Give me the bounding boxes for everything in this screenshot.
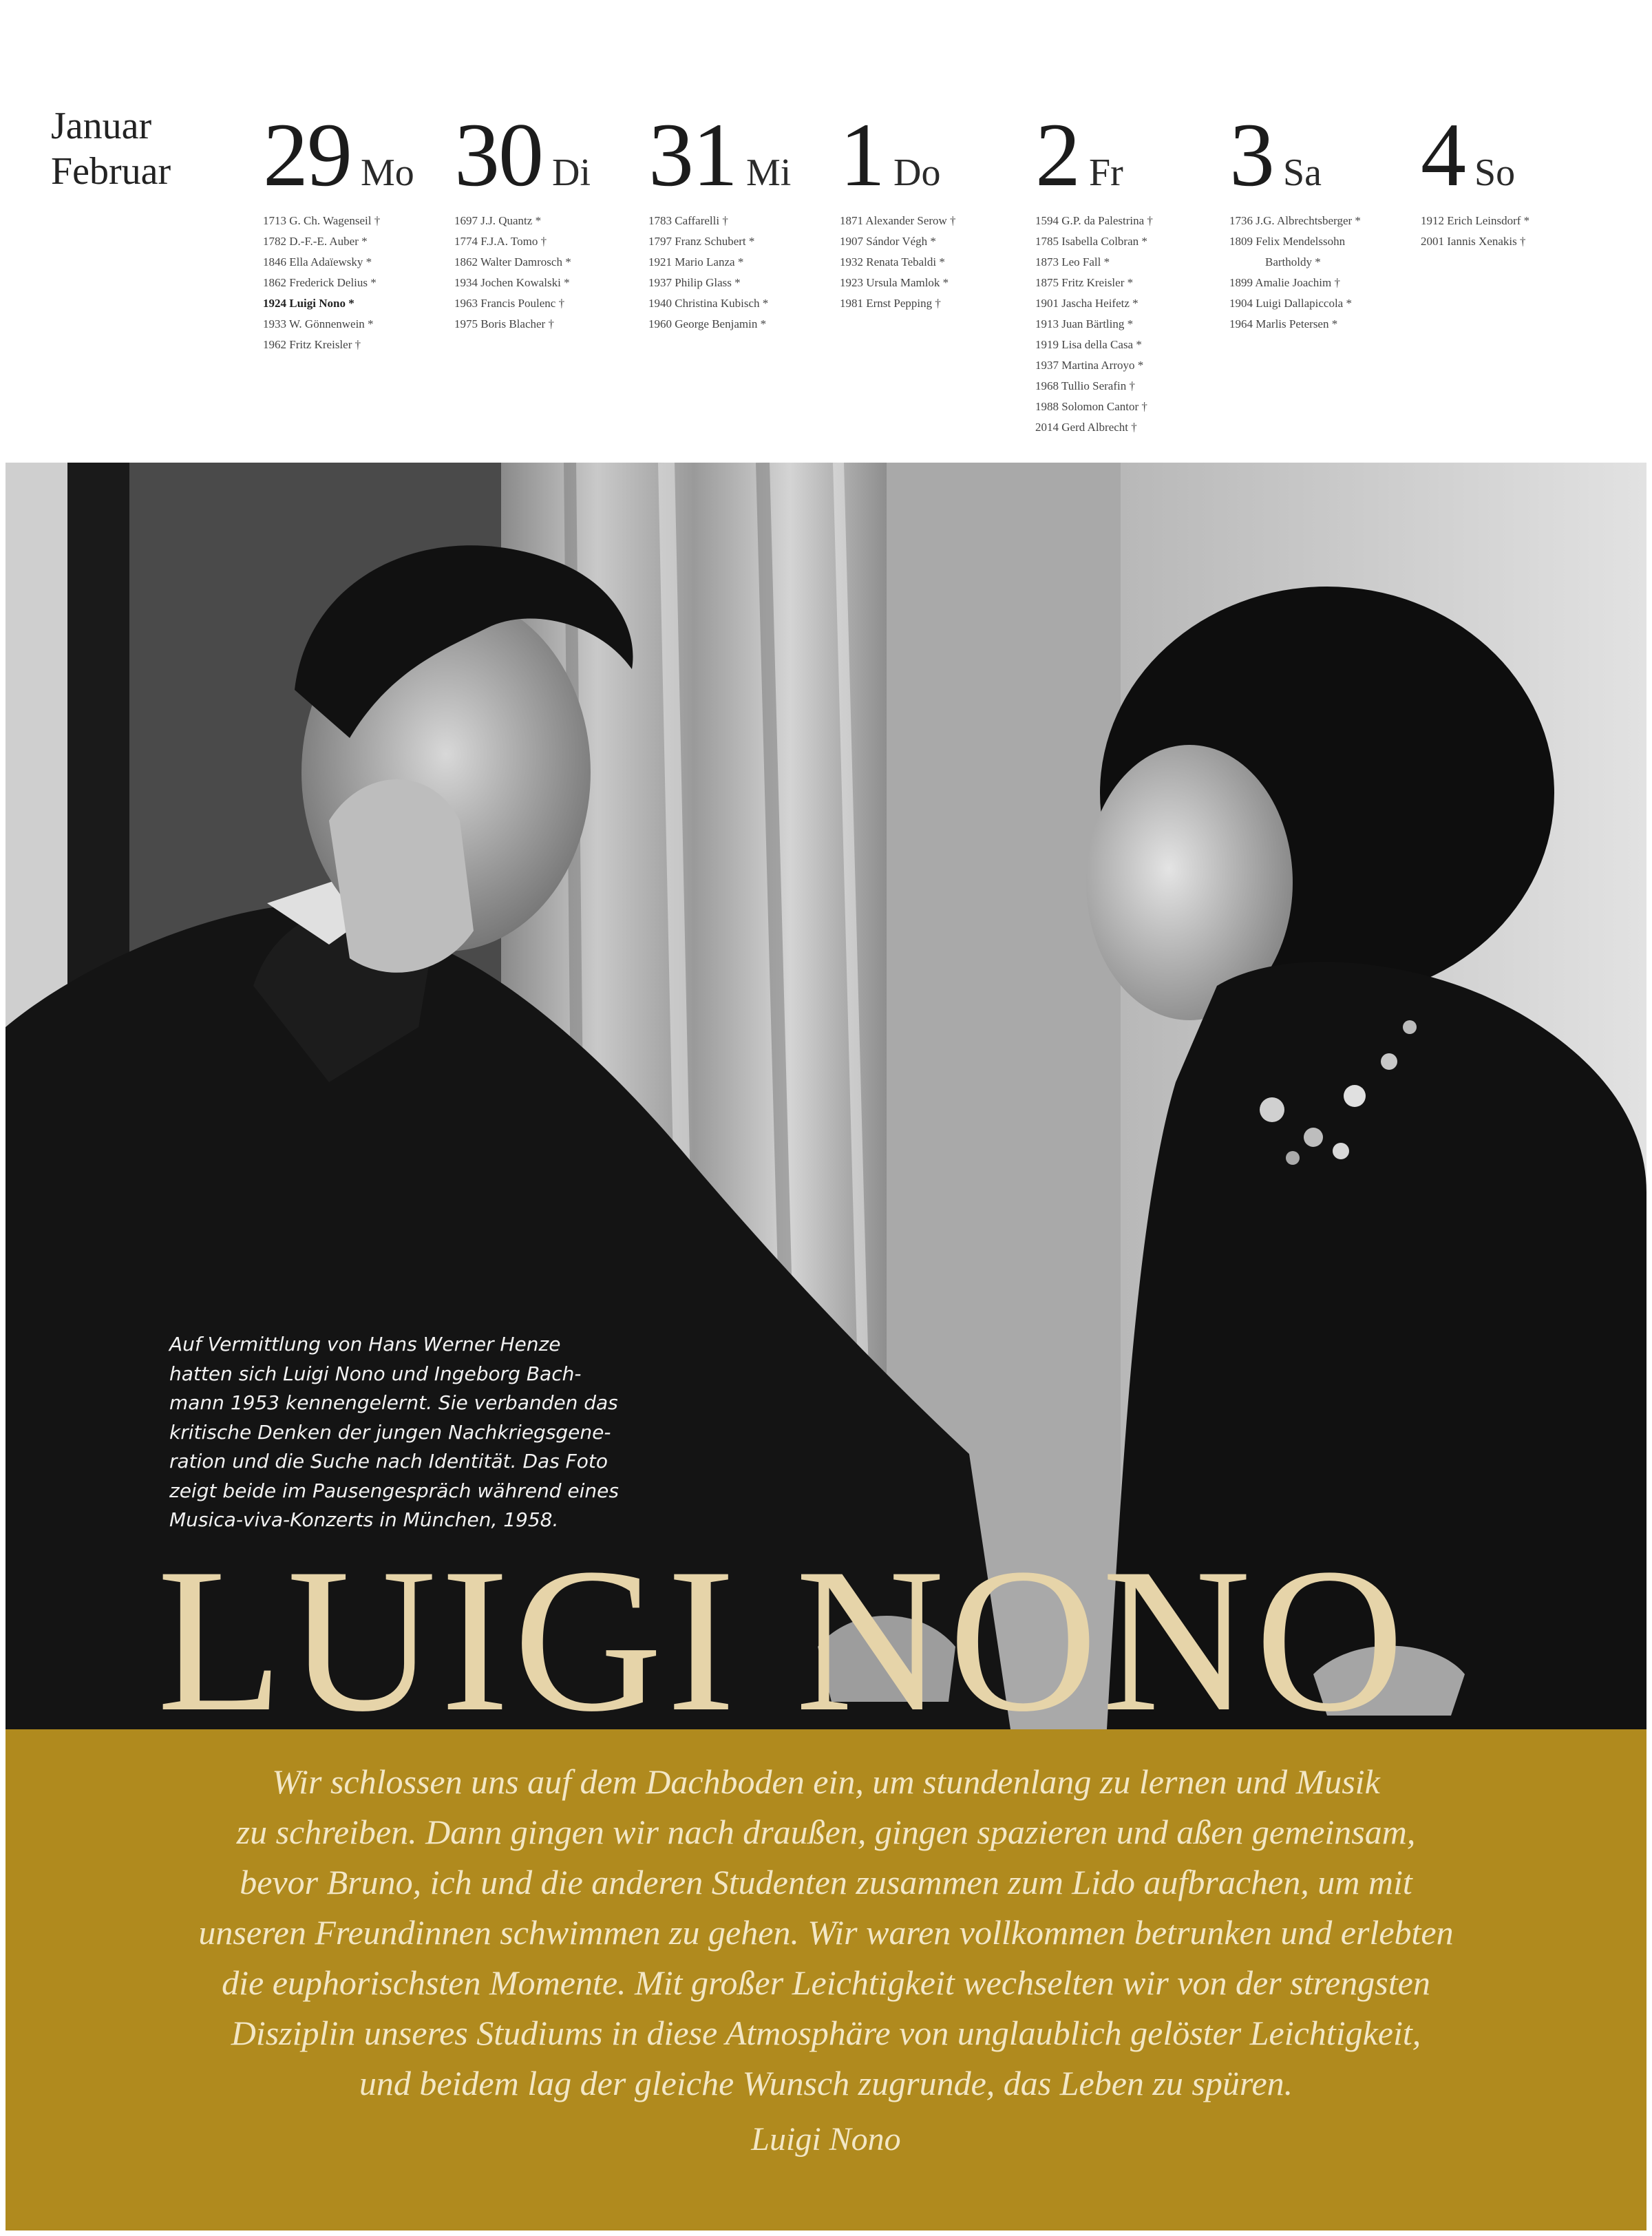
event-item: 1901 Jascha Heifetz * <box>1035 297 1139 310</box>
event-item: 1988 Solomon Cantor † <box>1035 400 1147 413</box>
event-item: 1809 Felix Mendelssohn <box>1229 235 1346 248</box>
month-february: Februar <box>51 150 171 193</box>
event-item: 1940 Christina Kubisch * <box>648 297 769 310</box>
event-item: 1907 Sándor Végh * <box>840 235 936 248</box>
event-list <box>648 211 855 335</box>
event-item: 1981 Ernst Pepping † <box>840 297 941 310</box>
event-item: 1774 F.J.A. Tomo † <box>454 235 547 248</box>
day-column-1 <box>840 104 1046 314</box>
event-item: 1862 Frederick Delius * <box>263 276 377 289</box>
event-item: 1862 Walter Damrosch * <box>454 255 571 268</box>
event-item-highlight: 1924 Luigi Nono * <box>263 297 354 310</box>
day-column-31 <box>648 104 855 335</box>
event-item: 1912 Erich Leinsdorf * <box>1421 214 1530 227</box>
event-item: 1904 Luigi Dallapiccola * <box>1229 297 1352 310</box>
event-item: 1933 W. Gönnenwein * <box>263 317 374 330</box>
weekday-name: So <box>1474 151 1516 194</box>
caption-line: Musica-viva-Konzerts in München, 1958. <box>169 1508 559 1531</box>
day-number: 1 <box>840 104 884 205</box>
event-item: 1797 Franz Schubert * <box>648 235 755 248</box>
event-item: 1782 D.-F.-E. Auber * <box>263 235 368 248</box>
event-item: 1960 George Benjamin * <box>648 317 767 330</box>
event-list <box>1421 211 1627 252</box>
event-item: 1962 Fritz Kreisler † <box>263 338 361 351</box>
quote-author: Luigi Nono <box>751 2121 901 2158</box>
day-column-29 <box>263 104 469 355</box>
calendar-header <box>0 0 1652 463</box>
event-item: 1919 Lisa della Casa * <box>1035 338 1142 351</box>
event-item: 1736 J.G. Albrechtsberger * <box>1229 214 1361 227</box>
weekday-name: Do <box>893 151 941 194</box>
quote-line: zu schreiben. Dann gingen wir nach draußen, gingen spazieren und aßen gemeinsam, <box>236 1813 1416 1851</box>
quote-line: unseren Freundinnen schwimmen zu gehen. Wir waren vollkommen betrunken und erlebten <box>198 1913 1454 1952</box>
event-item: 1937 Philip Glass * <box>648 276 741 289</box>
quote-line: und beidem lag der gleiche Wunsch zugrunde, das Leben zu spüren. <box>359 2064 1293 2102</box>
weekday-name: Di <box>552 151 591 194</box>
event-item: 1785 Isabella Colbran * <box>1035 235 1147 248</box>
event-item: 1913 Juan Bärtling * <box>1035 317 1134 330</box>
quote-line: Wir schlossen uns auf dem Dachboden ein, um stundenlang zu lernen und Musik <box>272 1762 1380 1801</box>
event-item: 1875 Fritz Kreisler * <box>1035 276 1134 289</box>
event-list <box>263 211 469 355</box>
day-number: 30 <box>454 104 542 205</box>
caption-line: hatten sich Luigi Nono und Ingeborg Bach- <box>169 1362 582 1385</box>
event-list <box>454 211 661 335</box>
event-item: 1968 Tullio Serafin † <box>1035 379 1135 392</box>
event-item: 1871 Alexander Serow † <box>840 214 956 227</box>
event-item: 2001 Iannis Xenakis † <box>1421 235 1526 248</box>
event-item: 1783 Caffarelli † <box>648 214 728 227</box>
event-item: 1713 G. Ch. Wagenseil † <box>263 214 381 227</box>
day-column-3 <box>1229 104 1436 335</box>
composer-title: LUIGI NONO <box>157 1526 1408 1729</box>
day-column-4 <box>1421 104 1627 252</box>
weekday-name: Mo <box>361 151 414 194</box>
event-item: 1934 Jochen Kowalski * <box>454 276 570 289</box>
photo-nono-bachmann <box>6 463 1646 1729</box>
quote-line: die euphorischsten Momente. Mit großer Leichtigkeit wechselten wir von der strengsten <box>222 1963 1430 2002</box>
month-january: Januar <box>51 105 152 147</box>
quote-line: Disziplin unseres Studiums in diese Atmosphäre von unglaublich gelöster Leichtigkeit, <box>231 2014 1421 2052</box>
weekday-name: Sa <box>1283 151 1322 194</box>
day-number: 29 <box>263 104 351 205</box>
event-item: 1937 Martina Arroyo * <box>1035 359 1144 372</box>
quote-band <box>6 1729 1646 2230</box>
event-item: 1975 Boris Blacher † <box>454 317 554 330</box>
day-column-30 <box>454 104 661 335</box>
photo-caption <box>169 1330 665 1535</box>
event-item: 1921 Mario Lanza * <box>648 255 744 268</box>
event-item: 1923 Ursula Mamlok * <box>840 276 949 289</box>
event-item: 1932 Renata Tebaldi * <box>840 255 945 268</box>
event-item: 1964 Marlis Petersen * <box>1229 317 1338 330</box>
day-number: 3 <box>1229 104 1273 205</box>
caption-line: zeigt beide im Pausengespräch während eines <box>169 1479 619 1502</box>
weekday-name: Fr <box>1089 151 1123 194</box>
day-column-2 <box>1035 104 1242 438</box>
weekday-name: Mi <box>746 151 792 194</box>
event-item: 2014 Gerd Albrecht † <box>1035 421 1137 434</box>
event-list <box>840 211 1046 314</box>
event-item: 1899 Amalie Joachim † <box>1229 276 1341 289</box>
day-number: 31 <box>648 104 737 205</box>
event-item: 1873 Leo Fall * <box>1035 255 1110 268</box>
caption-line: mann 1953 kennengelernt. Sie verbanden das <box>169 1391 618 1414</box>
event-item: 1963 Francis Poulenc † <box>454 297 565 310</box>
month-labels <box>51 103 171 194</box>
quote-text <box>88 1757 1564 2109</box>
event-item: 1697 J.J. Quantz * <box>454 214 542 227</box>
event-item: 1846 Ella Adaïewsky * <box>263 255 372 268</box>
caption-line: kritische Denken der jungen Nachkriegsgene- <box>169 1420 611 1444</box>
event-list <box>1035 211 1242 438</box>
caption-line: ration und die Suche nach Identität. Das Foto <box>169 1450 608 1473</box>
day-number: 4 <box>1421 104 1465 205</box>
event-list <box>1229 211 1436 335</box>
caption-line: Auf Vermittlung von Hans Werner Henze <box>169 1333 561 1356</box>
day-number: 2 <box>1035 104 1079 205</box>
event-item: 1594 G.P. da Palestrina † <box>1035 214 1153 227</box>
event-item: Bartholdy * <box>1265 255 1321 268</box>
quote-line: bevor Bruno, ich und die anderen Studenten zusammen zum Lido aufbrachen, um mit <box>240 1863 1412 1901</box>
